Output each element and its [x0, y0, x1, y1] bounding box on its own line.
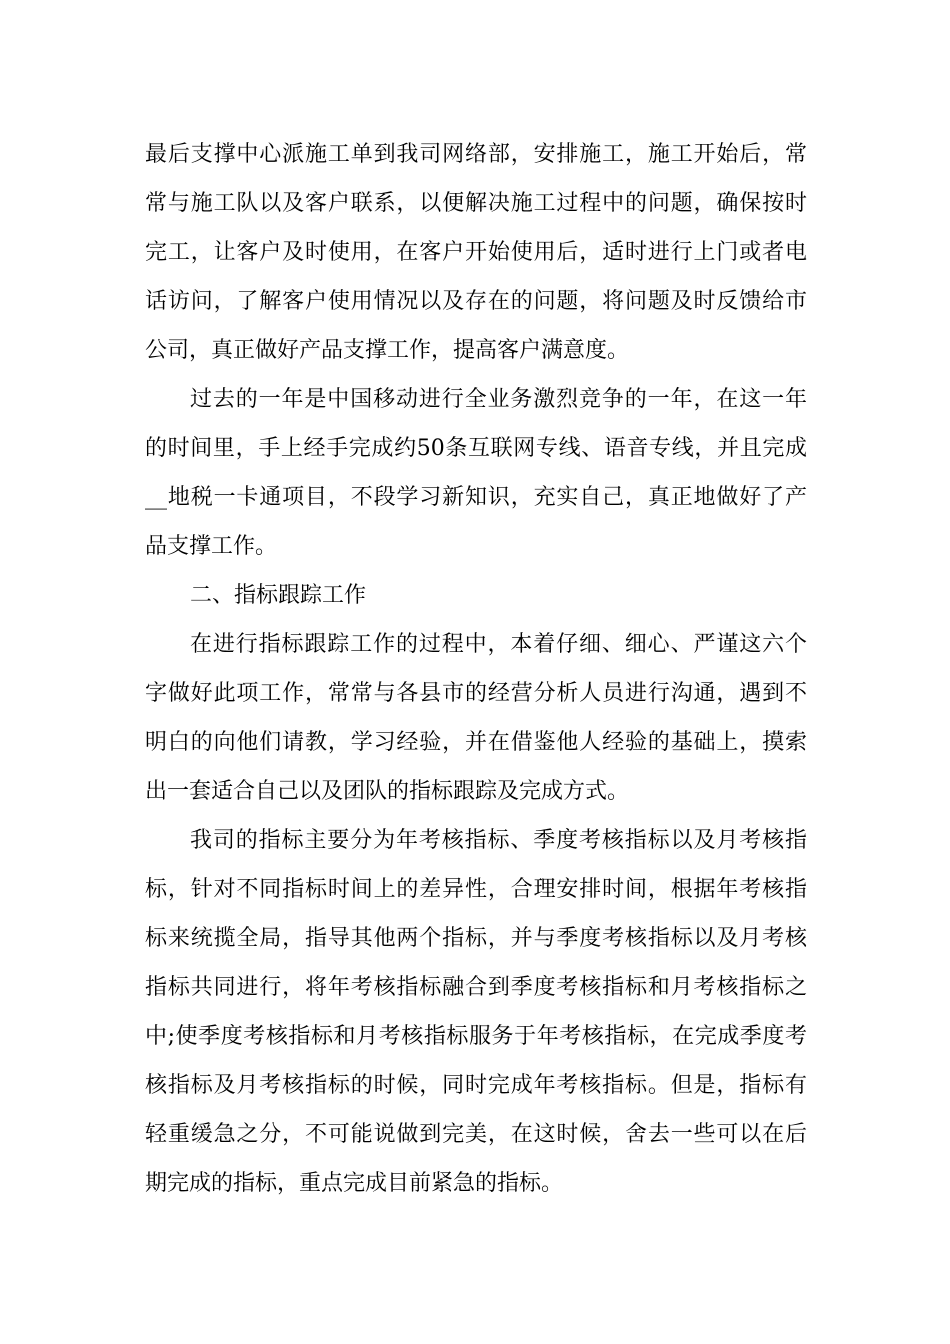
text-line: 标来统揽全局，指导其他两个指标，并与季度考核指标以及月考核 [145, 926, 807, 951]
text-line: 最后支撑中心派施工单到我司网络部，安排施工，施工开始后，常 [145, 142, 807, 167]
text-line: 在进行指标跟踪工作的过程中，本着仔细、细心、严谨这六个 [190, 632, 807, 657]
paragraph-past-year [145, 375, 807, 571]
section-heading [145, 571, 807, 620]
text-line: 明白的向他们请教，学习经验，并在借鉴他人经验的基础上，摸索 [145, 730, 807, 755]
text-line: 过去的一年是中国移动进行全业务激烈竞争的一年，在这一年 [190, 387, 807, 412]
paragraph-product-support [145, 130, 807, 375]
text-line: 出一套适合自己以及团队的指标跟踪及完成方式。 [145, 779, 630, 804]
text-line: __地税一卡通项目，不段学习新知识，充实自己，真正地做好了产 [145, 485, 807, 510]
text-line: 品支撑工作。 [145, 534, 278, 559]
text-line: 字做好此项工作，常常与各县市的经营分析人员进行沟通，遇到不 [145, 681, 807, 706]
text-line: 指标共同进行，将年考核指标融合到季度考核指标和月考核指标之 [145, 975, 807, 1000]
text-line: 的时间里，手上经手完成约50条互联网专线、语音专线，并且完成 [145, 436, 807, 461]
section-heading-text: 二、指标跟踪工作 [190, 583, 367, 608]
text-line: 完工，让客户及时使用，在客户开始使用后，适时进行上门或者电 [145, 240, 807, 265]
text-line: 中;使季度考核指标和月考核指标服务于年考核指标，在完成季度考 [145, 1024, 807, 1049]
text-line: 话访问，了解客户使用情况以及存在的问题，将问题及时反馈给市 [145, 289, 807, 314]
text-line: 标，针对不同指标时间上的差异性，合理安排时间，根据年考核指 [145, 877, 807, 902]
text-line: 我司的指标主要分为年考核指标、季度考核指标以及月考核指 [190, 828, 807, 853]
paragraph-indicator-types [145, 816, 807, 1208]
text-line: 期完成的指标，重点完成目前紧急的指标。 [145, 1171, 564, 1196]
text-line: 常与施工队以及客户联系，以便解决施工过程中的问题，确保按时 [145, 191, 807, 216]
text-line: 公司，真正做好产品支撑工作，提高客户满意度。 [145, 338, 630, 363]
document-body [145, 130, 807, 1208]
text-line: 核指标及月考核指标的时候，同时完成年考核指标。但是，指标有 [145, 1073, 807, 1098]
text-line: 轻重缓急之分，不可能说做到完美，在这时候，舍去一些可以在后 [145, 1122, 807, 1147]
paragraph-tracking-process [145, 620, 807, 816]
